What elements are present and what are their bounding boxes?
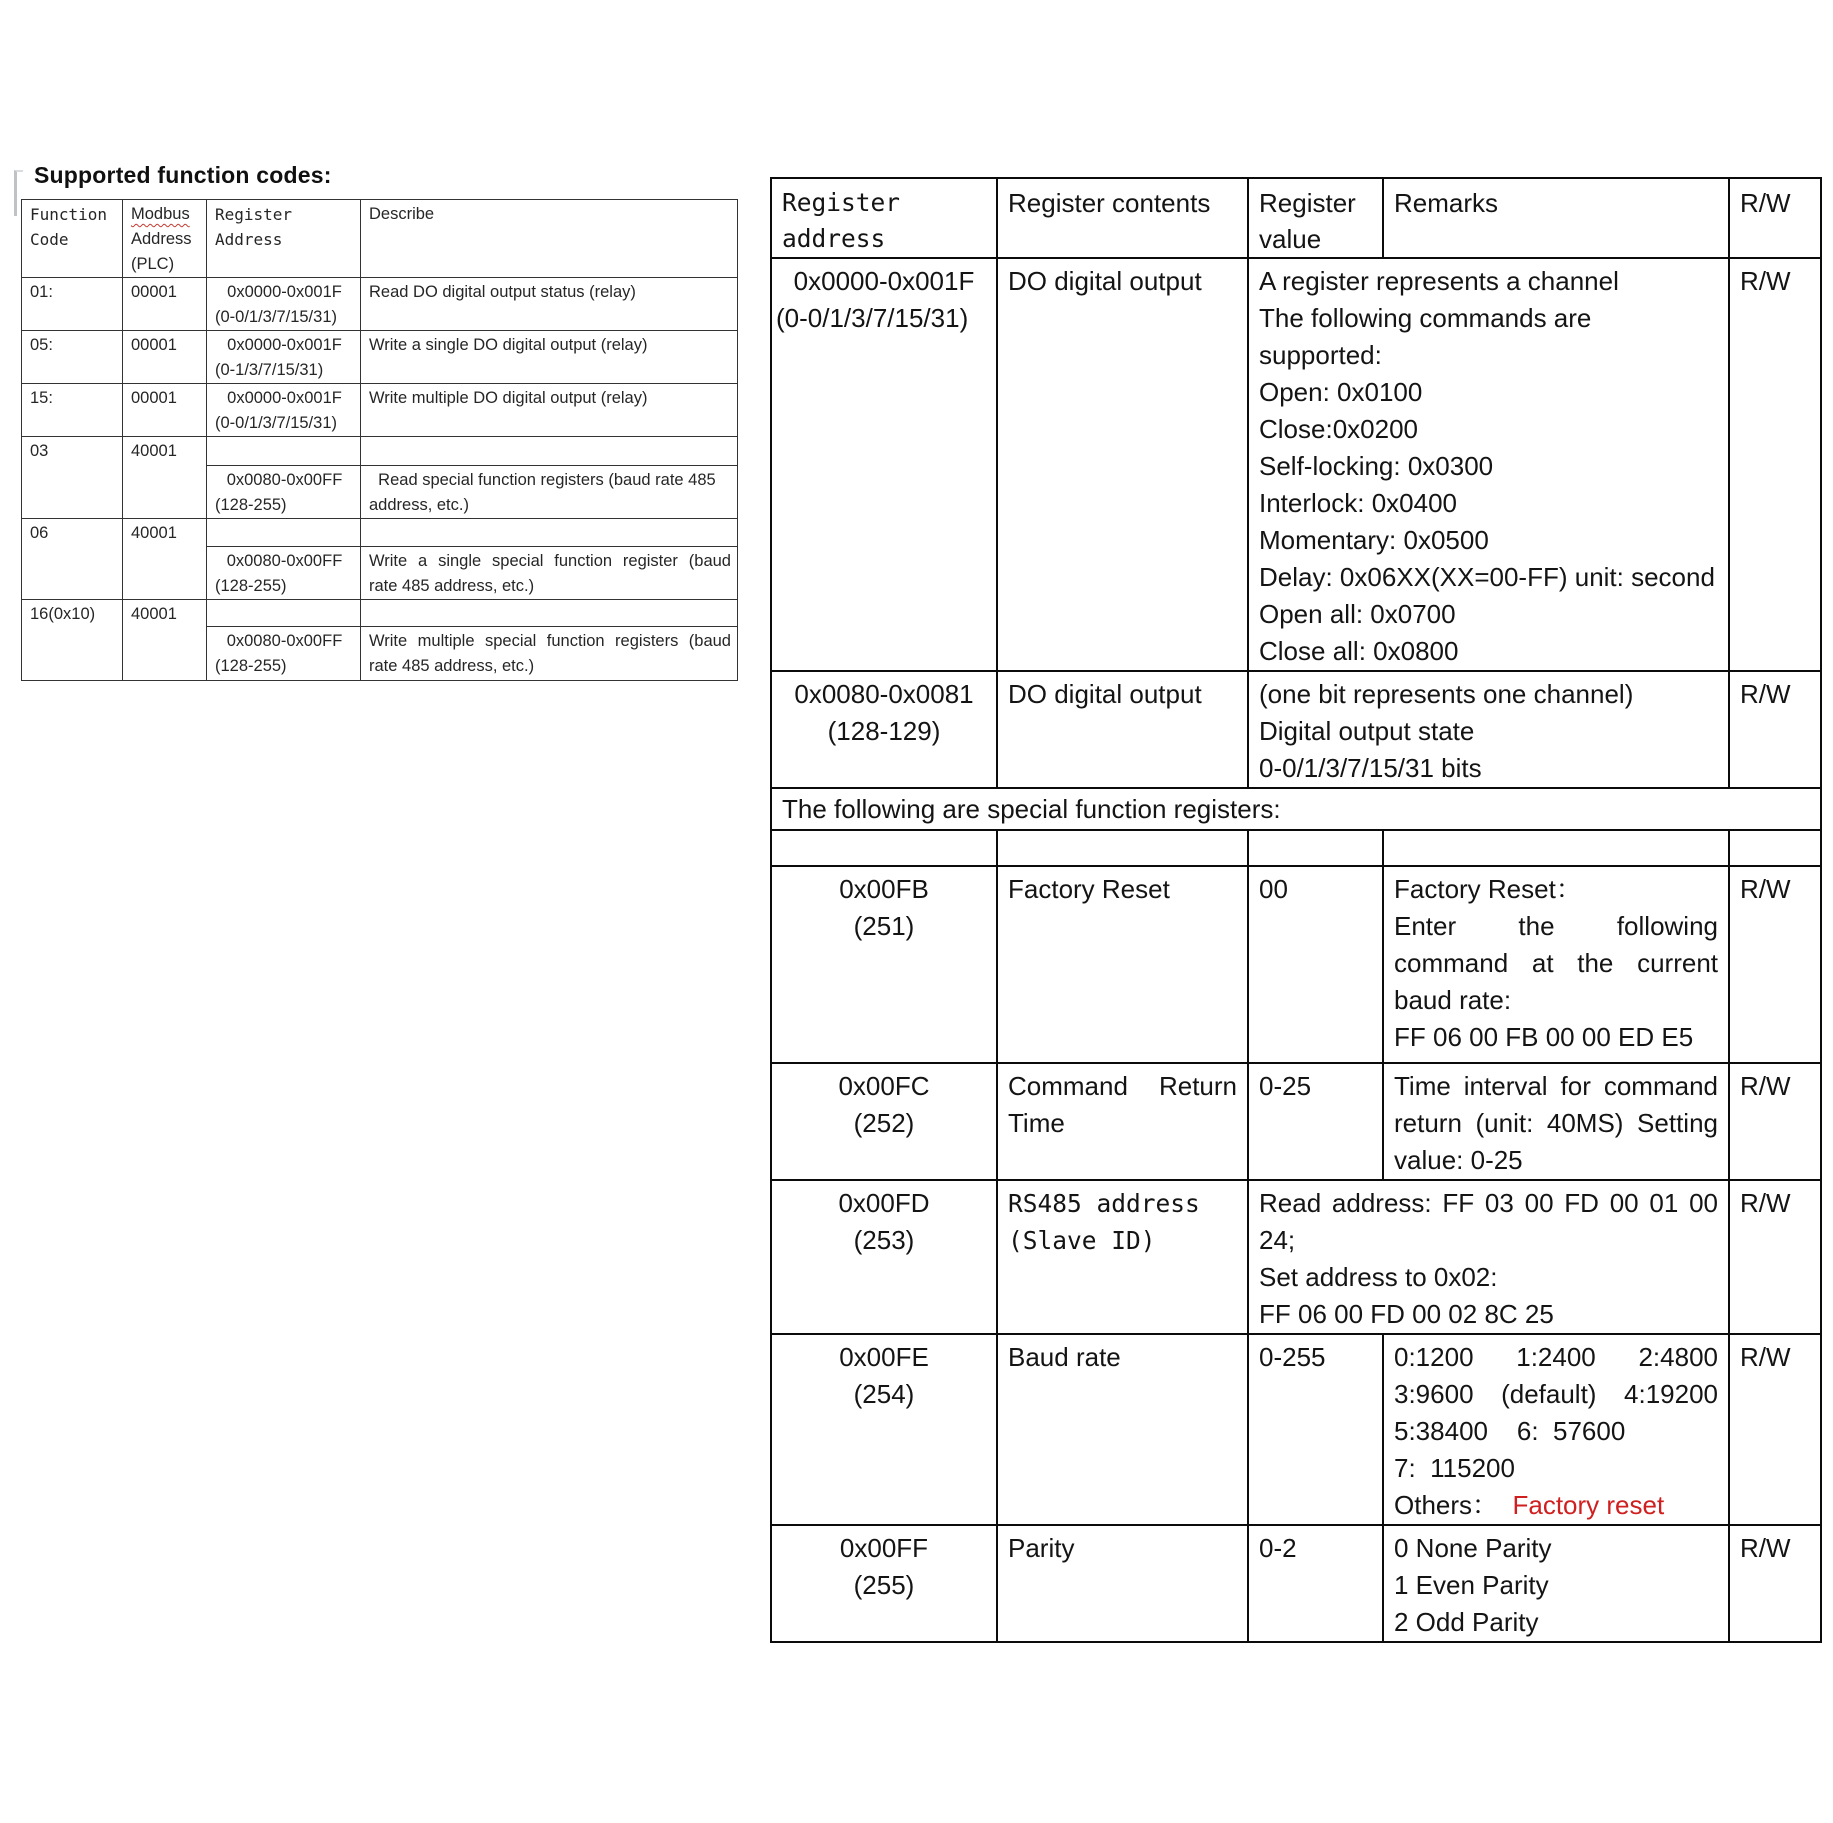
col-header-describe: Describe bbox=[361, 200, 738, 278]
register-address-cell: 0x00FE (254) bbox=[771, 1334, 997, 1525]
register-value-cell: 00 bbox=[1248, 866, 1383, 1063]
col-header-remarks: Remarks bbox=[1383, 178, 1729, 258]
register-map-table bbox=[770, 177, 1822, 1643]
empty-cell bbox=[1729, 830, 1821, 866]
row-do-digital-output-bits bbox=[771, 671, 1821, 788]
register-address-cell: 0x00FC (252) bbox=[771, 1063, 997, 1180]
describe-cell: Write multiple special function registers (baud rate 485 address, etc.) bbox=[361, 627, 738, 681]
rw-cell: R/W bbox=[1729, 671, 1821, 788]
empty-cell bbox=[207, 600, 361, 627]
row-do-digital-output-channels bbox=[771, 258, 1821, 671]
function-code-cell: 01: bbox=[22, 278, 123, 331]
register-address-cell: 0x0000-0x001F (0-0/1/3/7/15/31) bbox=[771, 258, 997, 671]
register-value-cell: 0-25 bbox=[1248, 1063, 1383, 1180]
col-header-modbus-address: Modbus Address (PLC) bbox=[123, 200, 207, 278]
rw-cell: R/W bbox=[1729, 1180, 1821, 1334]
function-code-cell: 15: bbox=[22, 384, 123, 437]
register-address-cell: 0x0000-0x001F (0-0/1/3/7/15/31) bbox=[207, 278, 361, 331]
function-table-header-row bbox=[22, 200, 738, 278]
modbus-address-cell: 00001 bbox=[123, 384, 207, 437]
register-contents-cell: Command Return Time bbox=[997, 1063, 1248, 1180]
register-address-cell: 0x0000-0x001F (0-0/1/3/7/15/31) bbox=[207, 384, 361, 437]
table-row bbox=[22, 278, 738, 331]
remarks-cell: Factory Reset： Enter the following command at the current baud rate: FF 06 00 FB 00 00 ED E5 bbox=[1383, 866, 1729, 1063]
register-value-cell: 0-255 bbox=[1248, 1334, 1383, 1525]
function-code-cell: 16(0x10) bbox=[22, 600, 123, 681]
register-address-cell: 0x00FF (255) bbox=[771, 1525, 997, 1642]
rw-cell: R/W bbox=[1729, 258, 1821, 671]
table-row bbox=[22, 437, 738, 466]
spacer-row bbox=[771, 830, 1821, 866]
register-contents-cell: DO digital output bbox=[997, 258, 1248, 671]
register-contents-cell: RS485 address (Slave ID) bbox=[997, 1180, 1248, 1334]
col-header-register-address: Register Address bbox=[207, 200, 361, 278]
modbus-address-cell: 40001 bbox=[123, 437, 207, 519]
row-command-return-time bbox=[771, 1063, 1821, 1180]
describe-cell: Write a single DO digital output (relay) bbox=[361, 331, 738, 384]
empty-cell bbox=[361, 600, 738, 627]
table-row bbox=[22, 384, 738, 437]
remarks-cell: (one bit represents one channel) Digital output state 0-0/1/3/7/15/31 bits bbox=[1248, 671, 1729, 788]
col-header-function-code: Function Code bbox=[22, 200, 123, 278]
empty-cell bbox=[771, 830, 997, 866]
describe-cell: Write a single special function register (baud rate 485 address, etc.) bbox=[361, 547, 738, 600]
empty-cell bbox=[207, 437, 361, 466]
page-title: Supported function codes: bbox=[34, 162, 332, 188]
empty-cell bbox=[361, 519, 738, 547]
row-factory-reset bbox=[771, 866, 1821, 1063]
modbus-address-cell: 40001 bbox=[123, 600, 207, 681]
row-parity bbox=[771, 1525, 1821, 1642]
col-header-register-address: Register address bbox=[771, 178, 997, 258]
col-header-rw: R/W bbox=[1729, 178, 1821, 258]
remarks-cell: Read address: FF 03 00 FD 00 01 00 24; Set address to 0x02: FF 06 00 FD 00 02 8C 25 bbox=[1248, 1180, 1729, 1334]
function-code-cell: 05: bbox=[22, 331, 123, 384]
function-codes-table bbox=[21, 199, 738, 681]
function-code-cell: 06 bbox=[22, 519, 123, 600]
remarks-cell: 0:1200 1:2400 2:4800 3:9600 (default) 4:19200 5:38400 6: 57600 7: 115200 Others： Factory reset bbox=[1383, 1334, 1729, 1525]
col-header-register-contents: Register contents bbox=[997, 178, 1248, 258]
register-address-cell: 0x00FD (253) bbox=[771, 1180, 997, 1334]
empty-cell bbox=[1248, 830, 1383, 866]
register-address-cell: 0x0080-0x00FF (128-255) bbox=[207, 547, 361, 600]
remarks-cell: 0 None Parity 1 Even Parity 2 Odd Parity bbox=[1383, 1525, 1729, 1642]
register-address-cell: 0x0080-0x00FF (128-255) bbox=[207, 627, 361, 681]
empty-cell bbox=[361, 437, 738, 466]
rw-cell: R/W bbox=[1729, 1525, 1821, 1642]
register-value-cell: 0-2 bbox=[1248, 1525, 1383, 1642]
empty-cell bbox=[207, 519, 361, 547]
empty-cell bbox=[1383, 830, 1729, 866]
register-contents-cell: Baud rate bbox=[997, 1334, 1248, 1525]
rw-cell: R/W bbox=[1729, 866, 1821, 1063]
rw-cell: R/W bbox=[1729, 1063, 1821, 1180]
col-header-register-value: Register value bbox=[1248, 178, 1383, 258]
register-contents-cell: Parity bbox=[997, 1525, 1248, 1642]
row-baud-rate bbox=[771, 1334, 1821, 1525]
register-address-cell: 0x00FB (251) bbox=[771, 866, 997, 1063]
register-contents-cell: Factory Reset bbox=[997, 866, 1248, 1063]
table-row bbox=[22, 331, 738, 384]
remarks-cell: Time interval for command return (unit: 40MS) Setting value: 0-25 bbox=[1383, 1063, 1729, 1180]
rw-cell: R/W bbox=[1729, 1334, 1821, 1525]
modbus-address-cell: 00001 bbox=[123, 278, 207, 331]
modbus-address-cell: 40001 bbox=[123, 519, 207, 600]
register-address-cell: 0x0080-0x00FF (128-255) bbox=[207, 466, 361, 519]
remarks-cell: A register represents a channel The following commands are supported: Open: 0x0100 Close:0x0200 Self-locking: 0x0300 Interlock: 0x0400 Momentary: 0x0500 Delay: 0x06XX(XX=00-FF) unit: second Open all: 0x0700 Close all: 0x0800 bbox=[1248, 258, 1729, 671]
describe-cell: Write multiple DO digital output (relay) bbox=[361, 384, 738, 437]
function-code-cell: 03 bbox=[22, 437, 123, 519]
factory-reset-red-text: Factory reset bbox=[1512, 1490, 1665, 1520]
describe-cell: Read DO digital output status (relay) bbox=[361, 278, 738, 331]
register-address-cell: 0x0000-0x001F (0-1/3/7/15/31) bbox=[207, 331, 361, 384]
register-contents-cell: DO digital output bbox=[997, 671, 1248, 788]
register-table-header-row bbox=[771, 178, 1821, 258]
row-rs485-address bbox=[771, 1180, 1821, 1334]
table-row bbox=[22, 519, 738, 547]
empty-cell bbox=[997, 830, 1248, 866]
describe-cell: Read special function registers (baud rate 485 address, etc.) bbox=[361, 466, 738, 519]
section-note-row bbox=[771, 788, 1821, 830]
section-note: The following are special function registers: bbox=[771, 788, 1821, 830]
register-address-cell: 0x0080-0x0081 (128-129) bbox=[771, 671, 997, 788]
modbus-address-cell: 00001 bbox=[123, 331, 207, 384]
table-row bbox=[22, 600, 738, 627]
